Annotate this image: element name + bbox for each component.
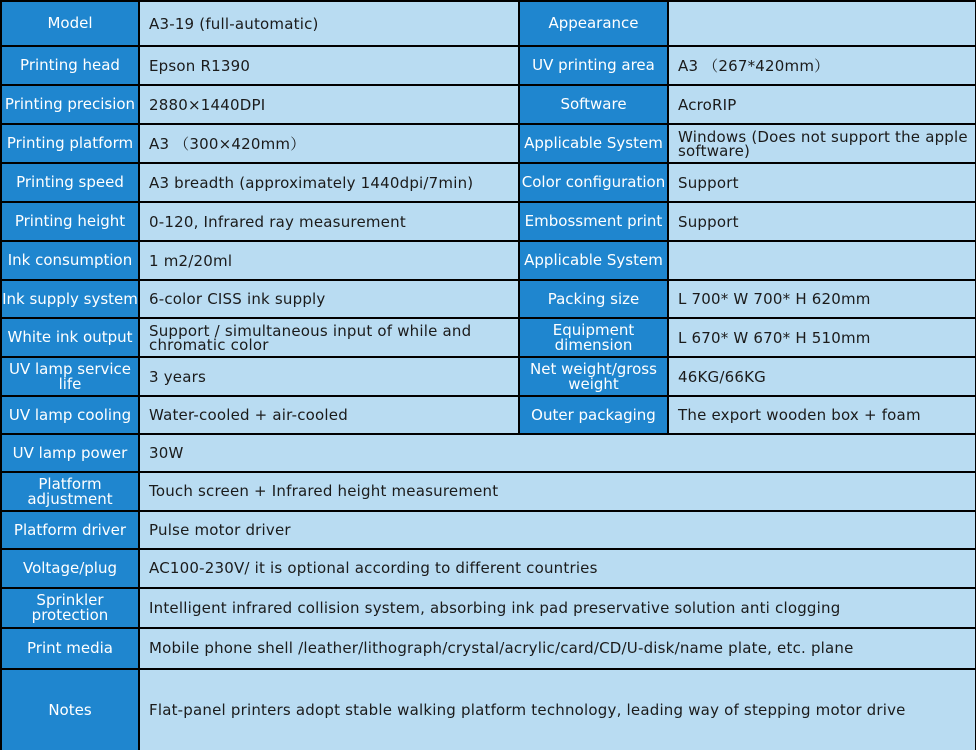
- spec-label: UV lamp power: [2, 435, 138, 471]
- spec-value: A3 （267*420mm）: [669, 47, 975, 84]
- spec-value: L 670* W 670* H 510mm: [669, 319, 975, 356]
- spec-label: Notes: [2, 670, 138, 750]
- spec-label: Packing size: [520, 281, 667, 317]
- spec-label: Appearance: [520, 2, 667, 45]
- spec-value: [669, 242, 975, 279]
- spec-value: A3-19 (full-automatic): [140, 2, 518, 45]
- spec-value: The export wooden box + foam: [669, 397, 975, 433]
- spec-label: Printing platform: [2, 125, 138, 162]
- spec-label: UV lamp service life: [2, 358, 138, 395]
- spec-value: [669, 2, 975, 45]
- spec-value: Windows (Does not support the apple software): [669, 125, 975, 162]
- spec-value: AC100-230V/ it is optional according to different countries: [140, 550, 975, 587]
- spec-label: Outer packaging: [520, 397, 667, 433]
- spec-label: Ink supply system: [2, 281, 138, 317]
- spec-value: A3 breadth (approximately 1440dpi/7min): [140, 164, 518, 201]
- spec-value: 3 years: [140, 358, 518, 395]
- spec-value: 1 m2/20ml: [140, 242, 518, 279]
- spec-label: UV lamp cooling: [2, 397, 138, 433]
- spec-value: AcroRIP: [669, 86, 975, 123]
- spec-label: Print media: [2, 629, 138, 668]
- spec-value: 2880×1440DPI: [140, 86, 518, 123]
- spec-label: Printing height: [2, 203, 138, 240]
- spec-label: Printing speed: [2, 164, 138, 201]
- spec-label: Embossment print: [520, 203, 667, 240]
- spec-label: Platform driver: [2, 512, 138, 548]
- spec-value: Pulse motor driver: [140, 512, 975, 548]
- spec-label: UV printing area: [520, 47, 667, 84]
- spec-value: 46KG/66KG: [669, 358, 975, 395]
- spec-value: Intelligent infrared collision system, absorbing ink pad preservative solution anti clogging: [140, 589, 975, 627]
- spec-label: Printing head: [2, 47, 138, 84]
- spec-value: 6-color CISS ink supply: [140, 281, 518, 317]
- spec-value: Flat-panel printers adopt stable walking platform technology, leading way of stepping motor drive: [140, 670, 975, 750]
- spec-label: Model: [2, 2, 138, 45]
- spec-value: Epson R1390: [140, 47, 518, 84]
- spec-label: Equipment dimension: [520, 319, 667, 356]
- spec-value: Mobile phone shell /leather/lithograph/crystal/acrylic/card/CD/U-disk/name plate, etc. plane: [140, 629, 975, 668]
- spec-value: 0-120, Infrared ray measurement: [140, 203, 518, 240]
- spec-label: Net weight/gross weight: [520, 358, 667, 395]
- spec-label: Voltage/plug: [2, 550, 138, 587]
- spec-value: L 700* W 700* H 620mm: [669, 281, 975, 317]
- spec-value: Support: [669, 203, 975, 240]
- spec-value: Support: [669, 164, 975, 201]
- spec-value: A3 （300×420mm）: [140, 125, 518, 162]
- spec-label: Color configuration: [520, 164, 667, 201]
- spec-label: Ink consumption: [2, 242, 138, 279]
- spec-value: 30W: [140, 435, 975, 471]
- spec-label: Platform adjustment: [2, 473, 138, 510]
- spec-label: White ink output: [2, 319, 138, 356]
- spec-label: Applicable System: [520, 242, 667, 279]
- spec-value: Touch screen + Infrared height measurement: [140, 473, 975, 510]
- spec-value: Water-cooled + air-cooled: [140, 397, 518, 433]
- spec-label: Printing precision: [2, 86, 138, 123]
- spec-label: Applicable System: [520, 125, 667, 162]
- spec-label: Sprinkler protection: [2, 589, 138, 627]
- spec-label: Software: [520, 86, 667, 123]
- spec-value: Support / simultaneous input of while and chromatic color: [140, 319, 518, 356]
